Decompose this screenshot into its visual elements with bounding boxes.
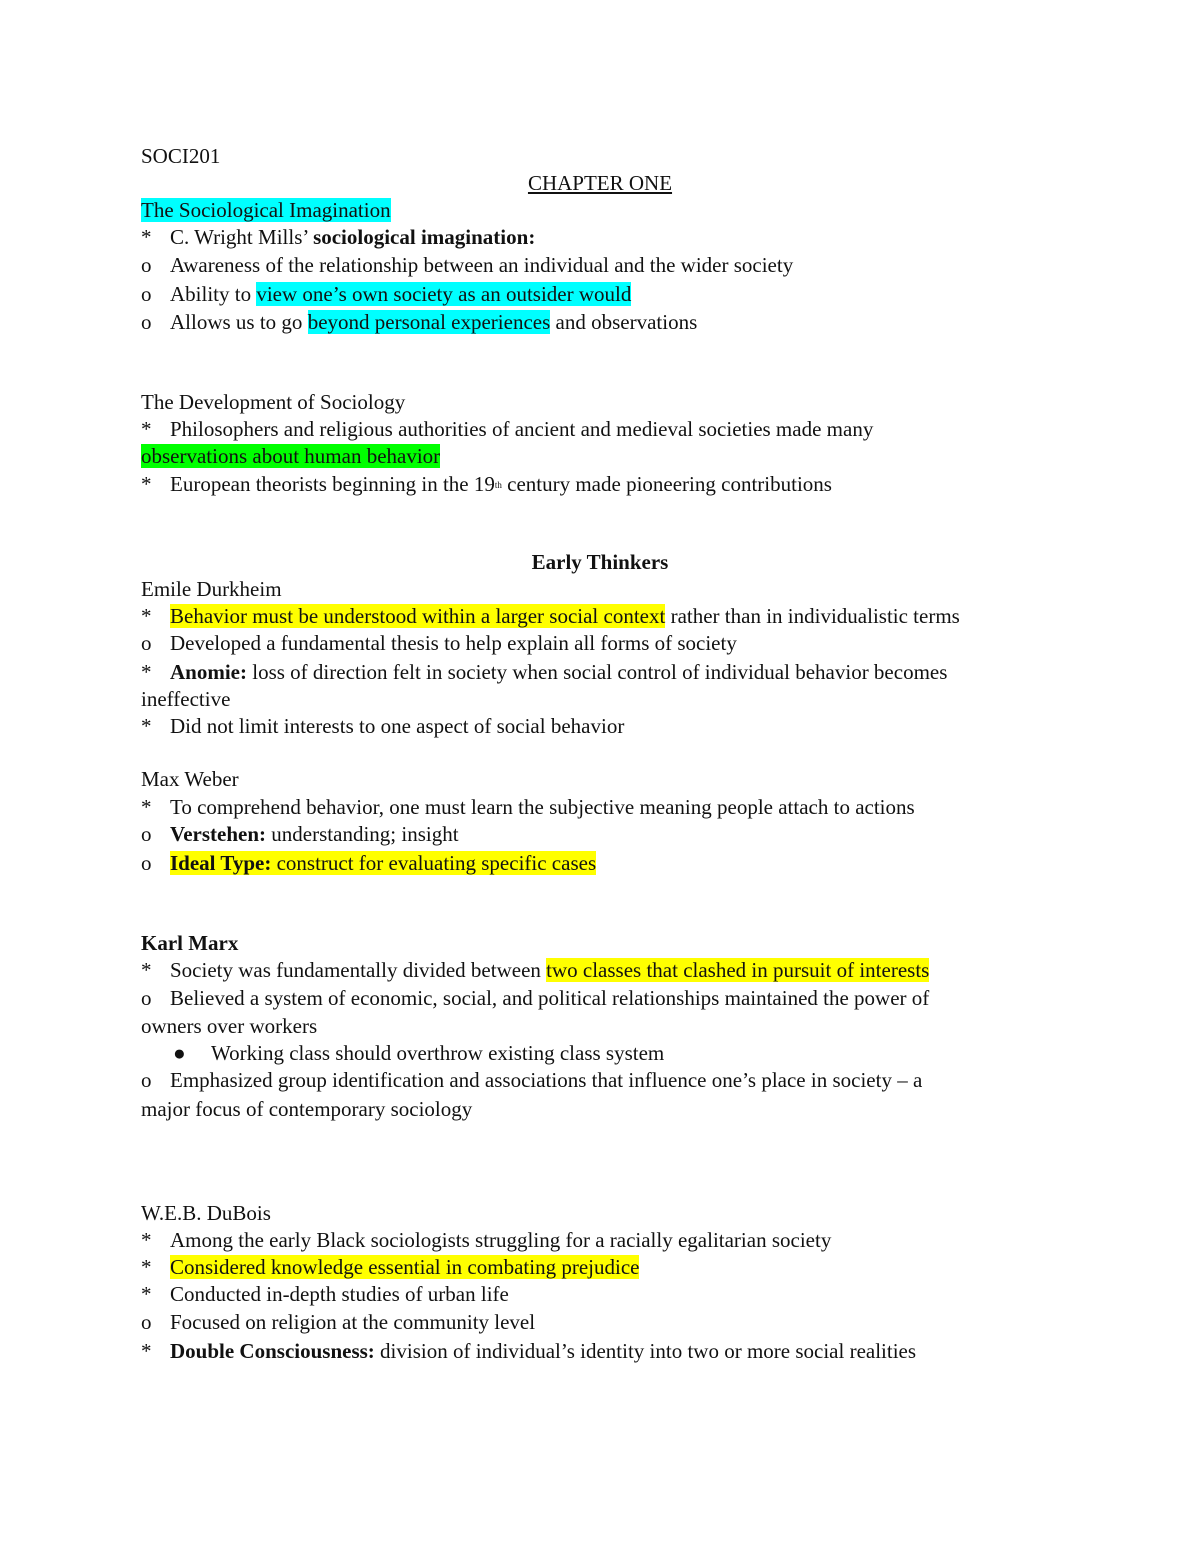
list-item-continuation: observations about human behavior <box>141 444 441 468</box>
circle-marker: o <box>141 253 152 277</box>
thinker-name-dubois: W.E.B. DuBois <box>141 1201 271 1225</box>
star-marker: * <box>141 1255 152 1279</box>
thinker-name-durkheim: Emile Durkheim <box>141 577 282 601</box>
section-heading-development: The Development of Sociology <box>141 390 406 414</box>
list-item-continuation: major focus of contemporary sociology <box>141 1097 473 1121</box>
list-item: o Ideal Type: construct for evaluating specific cases <box>141 851 597 875</box>
list-item: o Allows us to go beyond personal experiences and observations <box>141 310 698 334</box>
circle-marker: o <box>141 1310 152 1334</box>
circle-marker: o <box>141 822 152 846</box>
list-item: * C. Wright Mills’ sociological imagination: <box>141 225 536 249</box>
circle-marker: o <box>141 986 152 1010</box>
list-item: o Ability to view one’s own society as an outsider would <box>141 282 632 306</box>
circle-marker: o <box>141 1068 152 1092</box>
star-marker: * <box>141 714 152 738</box>
list-item: * Society was fundamentally divided between two classes that clashed in pursuit of interests <box>141 958 930 982</box>
star-marker: * <box>141 604 152 628</box>
list-item: * Double Consciousness: division of individual’s identity into two or more social realities <box>141 1339 917 1363</box>
star-marker: * <box>141 660 152 684</box>
list-item: * Philosophers and religious authorities of ancient and medieval societies made many <box>141 417 874 441</box>
section-heading-sociological-imagination: The Sociological Imagination <box>141 198 391 222</box>
circle-marker: o <box>141 631 152 655</box>
star-marker: * <box>141 1282 152 1306</box>
list-item-continuation: ineffective <box>141 687 231 711</box>
list-item: * Conducted in-depth studies of urban life <box>141 1282 509 1306</box>
list-item: o Awareness of the relationship between an individual and the wider society <box>141 253 794 277</box>
list-item: * Did not limit interests to one aspect of social behavior <box>141 714 625 738</box>
circle-marker: o <box>141 282 152 306</box>
star-marker: * <box>141 958 152 982</box>
circle-marker: o <box>141 851 152 875</box>
section-heading-early-thinkers: Early Thinkers <box>531 550 669 574</box>
list-item: * To comprehend behavior, one must learn the subjective meaning people attach to actions <box>141 795 915 819</box>
star-marker: * <box>141 417 152 441</box>
course-code: SOCI201 <box>141 144 221 168</box>
star-marker: * <box>141 225 152 249</box>
list-item: o Emphasized group identification and associations that influence one’s place in society – a <box>141 1068 923 1092</box>
list-item: * Behavior must be understood within a larger social context rather than in individualistic terms <box>141 604 960 628</box>
bullet-dot-marker: ● <box>173 1041 186 1065</box>
star-marker: * <box>141 1339 152 1363</box>
list-item: * Among the early Black sociologists struggling for a racially egalitarian society <box>141 1228 832 1252</box>
list-item: * Anomie: loss of direction felt in society when social control of individual behavior becomes <box>141 660 948 684</box>
thinker-name-weber: Max Weber <box>141 767 239 791</box>
sub-list-item: ● Working class should overthrow existing class system <box>141 1040 1081 1067</box>
star-marker: * <box>141 472 152 496</box>
list-item: o Developed a fundamental thesis to help explain all forms of society <box>141 631 737 655</box>
circle-marker: o <box>141 310 152 334</box>
list-item: o Believed a system of economic, social, and political relationships maintained the power of <box>141 986 930 1010</box>
list-item: o Verstehen: understanding; insight <box>141 822 459 846</box>
star-marker: * <box>141 795 152 819</box>
list-item: * Considered knowledge essential in combating prejudice <box>141 1255 640 1279</box>
thinker-name-marx: Karl Marx <box>141 931 239 955</box>
star-marker: * <box>141 1228 152 1252</box>
list-item: * European theorists beginning in the 19th century made pioneering contributions <box>141 472 832 496</box>
list-item-continuation: owners over workers <box>141 1014 318 1038</box>
chapter-title: CHAPTER ONE <box>527 171 673 195</box>
list-item: o Focused on religion at the community level <box>141 1310 536 1334</box>
